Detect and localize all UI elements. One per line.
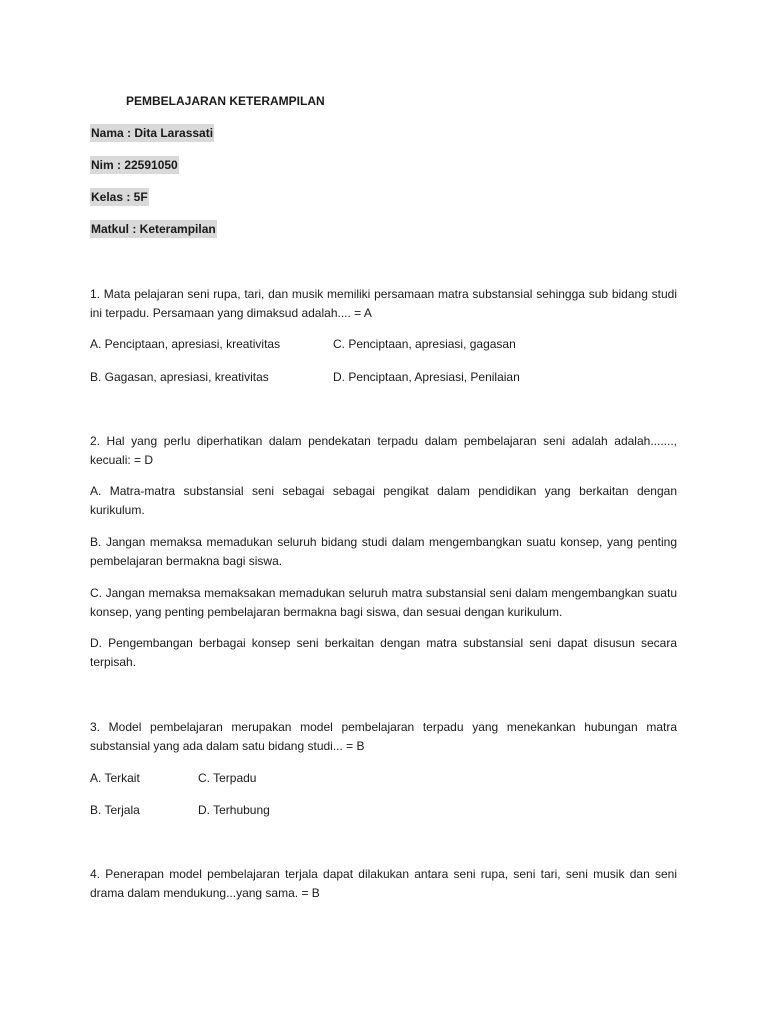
question-1-option-a: A. Penciptaan, apresiasi, kreativitas: [90, 337, 281, 351]
course-name: Matkul : Keterampilan: [91, 222, 216, 236]
question-1-option-d: D. Penciptaan, Apresiasi, Penilaian: [333, 370, 520, 384]
question-3-option-a: A. Terkait: [90, 771, 140, 785]
question-3-option-b: B. Terjala: [90, 803, 140, 817]
question-2-option-b: B. Jangan memaksa memadukan seluruh bidang studi dalam mengembangkan suatu konsep, yang penting pembelajaran bermakna bagi siswa.: [90, 535, 677, 568]
question-1-option-b: B. Gagasan, apresiasi, kreativitas: [90, 370, 269, 384]
student-nim: Nim : 22591050: [91, 158, 178, 172]
question-4: 4. Penerapan model pembelajaran terjala dapat dilakukan antara seni rupa, seni tari, seni musik dan seni drama dalam mendukung...yang sama. = B: [90, 867, 677, 900]
question-2: 2. Hal yang perlu diperhatikan dalam pendekatan terpadu dalam pembelajaran seni adalah adalah......., kecuali: = D: [90, 434, 677, 467]
question-3-option-c: C. Terpadu: [198, 771, 257, 785]
question-1: 1. Mata pelajaran seni rupa, tari, dan musik memiliki persamaan matra substansial sehingga sub bidang studi ini terpadu. Persamaan yang dimaksud adalah.... = A: [90, 287, 677, 320]
student-class: Kelas : 5F: [91, 190, 148, 204]
question-2-option-c: C. Jangan memaksa memaksakan memadukan seluruh matra substansial seni dalam mengembangkan suatu konsep, yang penting pembelajaran bermakna bagi siswa, dan sesuai dengan kurikulum.: [90, 586, 677, 619]
document-title: PEMBELAJARAN KETERAMPILAN: [126, 94, 325, 108]
question-1-option-c: C. Penciptaan, apresiasi, gagasan: [333, 337, 516, 351]
question-3: 3. Model pembelajaran merupakan model pembelajaran terpadu yang menekankan hubungan matra substansial yang ada dalam satu bidang studi... = B: [90, 720, 677, 753]
student-name: Nama : Dita Larassati: [91, 126, 214, 140]
question-2-option-a: A. Matra-matra substansial seni sebagai sebagai pengikat dalam pendidikan yang berkaitan dengan kurikulum.: [90, 484, 677, 517]
question-2-option-d: D. Pengembangan berbagai konsep seni berkaitan dengan matra substansial seni dapat disusun secara terpisah.: [90, 636, 677, 669]
question-3-option-d: D. Terhubung: [198, 803, 270, 817]
